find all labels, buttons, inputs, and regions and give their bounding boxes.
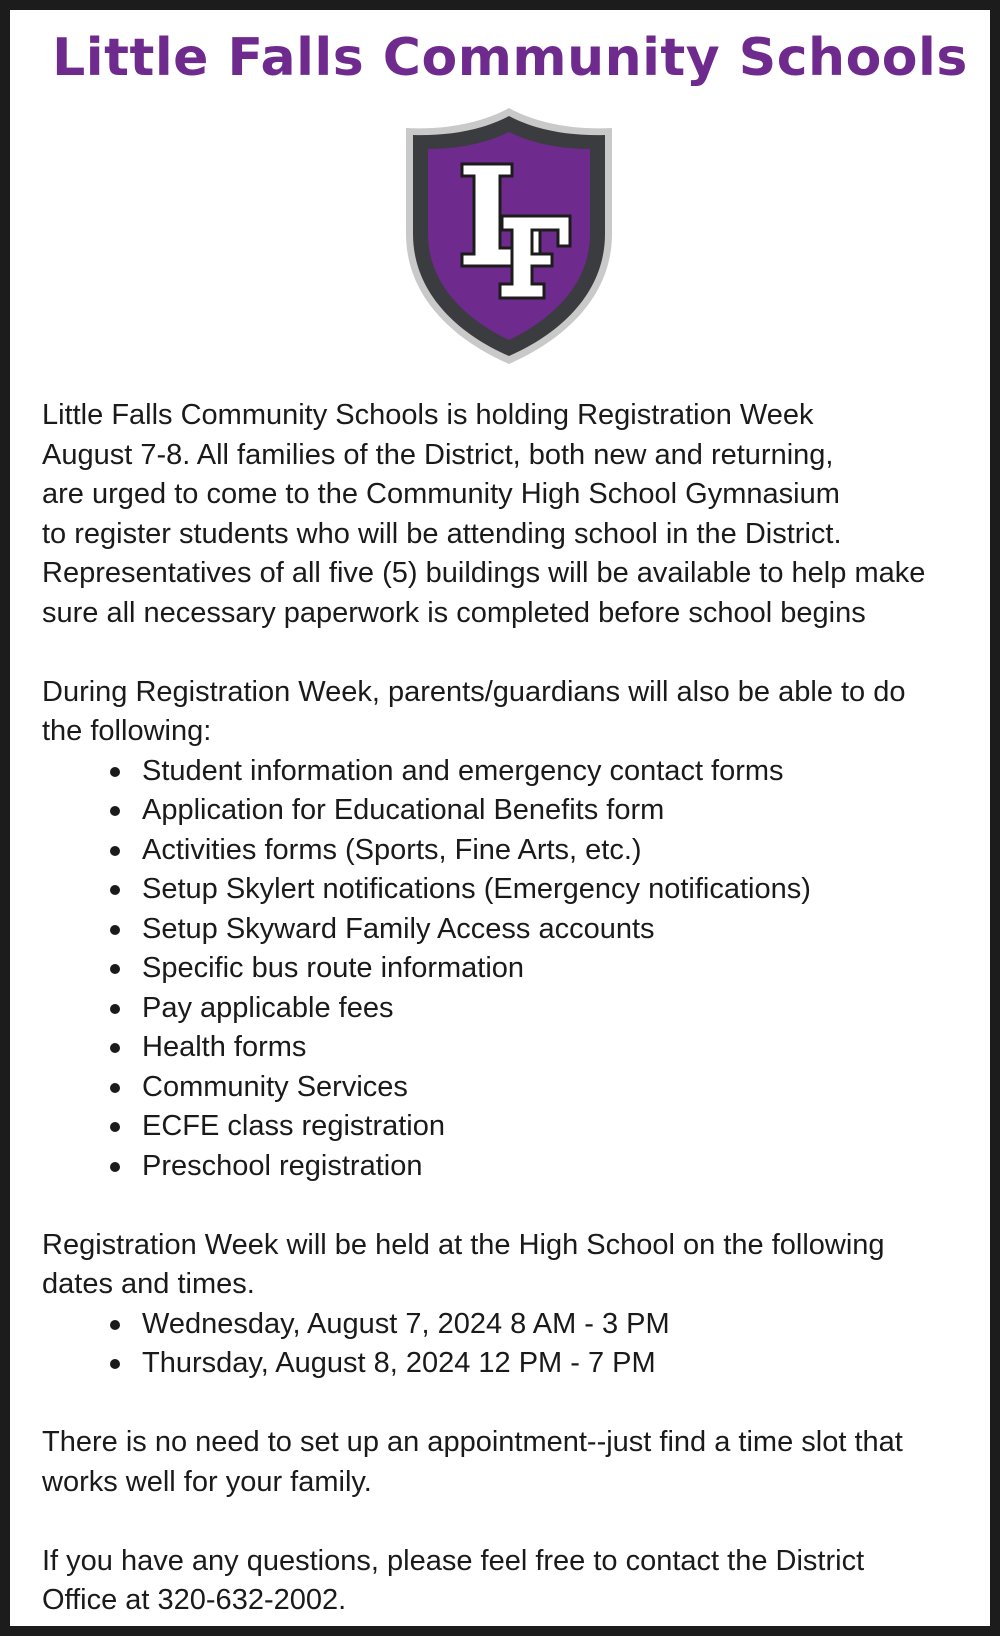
list-item-text: Thursday, August 8, 2024 12 PM - 7 PM xyxy=(142,1347,656,1379)
bullet-icon xyxy=(110,806,120,816)
paragraph-spacer xyxy=(42,633,982,673)
list-item xyxy=(110,831,982,871)
list-item xyxy=(110,910,982,950)
intro-line: Representatives of all five (5) buildings will be available to help make xyxy=(42,557,926,589)
bullet-icon xyxy=(110,1083,120,1093)
list-item-text: Student information and emergency contact forms xyxy=(142,754,784,787)
list-item-text: Setup Skyward Family Access accounts xyxy=(142,912,655,945)
schedule-list xyxy=(42,1305,982,1384)
contact-line: If you have any questions, please feel free to contact the District xyxy=(42,1544,865,1577)
activities-section xyxy=(42,673,982,1187)
bullet-icon xyxy=(110,964,120,974)
bullet-icon xyxy=(110,1162,120,1172)
paragraph-spacer xyxy=(42,1502,982,1542)
list-item-text: Application for Educational Benefits form xyxy=(142,794,665,826)
announcement-body xyxy=(42,396,982,1621)
paragraph-spacer xyxy=(42,1186,982,1226)
list-item xyxy=(110,1344,982,1384)
activities-lead-line: During Registration Week, parents/guardians will also be able to do xyxy=(42,675,906,708)
schedule-lead-line: Registration Week will be held at the High School on the following xyxy=(42,1228,885,1261)
list-item-text: Preschool registration xyxy=(142,1149,423,1182)
bullet-icon xyxy=(110,925,120,935)
list-item-text: Health forms xyxy=(142,1031,307,1063)
bullet-icon xyxy=(110,846,120,856)
intro-paragraph xyxy=(42,396,982,633)
list-item xyxy=(110,1028,982,1068)
activities-lead-line: the following: xyxy=(42,715,212,747)
list-item xyxy=(110,1147,982,1187)
schedule-section xyxy=(42,1226,982,1384)
bullet-icon xyxy=(110,885,120,895)
schedule-lead-line: dates and times. xyxy=(42,1268,255,1300)
shield-logo-icon xyxy=(402,106,616,366)
intro-line: are urged to come to the Community High School Gymnasium xyxy=(42,478,840,510)
bullet-icon xyxy=(110,1320,120,1330)
list-item xyxy=(110,1068,982,1108)
list-item xyxy=(110,1107,982,1147)
appointment-paragraph xyxy=(42,1423,982,1502)
contact-line: Office at 320-632-2002. xyxy=(42,1584,347,1616)
list-item xyxy=(110,791,982,831)
list-item xyxy=(110,870,982,910)
list-item-text: ECFE class registration xyxy=(142,1110,445,1142)
list-item-text: Wednesday, August 7, 2024 8 AM - 3 PM xyxy=(142,1307,670,1340)
bullet-icon xyxy=(110,1004,120,1014)
bullet-icon xyxy=(110,1122,120,1132)
intro-line: to register students who will be attending school in the District. xyxy=(42,517,842,550)
intro-line: sure all necessary paperwork is completed before school begins xyxy=(42,596,866,629)
list-item xyxy=(110,989,982,1029)
list-item xyxy=(110,949,982,989)
list-item-text: Pay applicable fees xyxy=(142,991,394,1024)
list-item-text: Specific bus route information xyxy=(142,952,525,984)
intro-line: Little Falls Community Schools is holding Registration Week xyxy=(42,399,814,431)
bullet-icon xyxy=(110,767,120,777)
bullet-icon xyxy=(110,1043,120,1053)
list-item-text: Activities forms (Sports, Fine Arts, etc.) xyxy=(142,833,642,866)
contact-paragraph xyxy=(42,1542,982,1621)
appointment-line: works well for your family. xyxy=(42,1465,372,1498)
list-item-text: Community Services xyxy=(142,1070,408,1103)
list-item-text: Setup Skylert notifications (Emergency notifications) xyxy=(142,873,811,905)
page-title: Little Falls Community Schools xyxy=(52,28,968,88)
list-item xyxy=(110,752,982,792)
bullet-icon xyxy=(110,1359,120,1369)
activities-list xyxy=(42,752,982,1187)
list-item xyxy=(110,1305,982,1345)
paragraph-spacer xyxy=(42,1384,982,1424)
appointment-line: There is no need to set up an appointment--just find a time slot that xyxy=(42,1426,903,1458)
intro-line: August 7-8. All families of the District, both new and returning, xyxy=(42,438,834,471)
